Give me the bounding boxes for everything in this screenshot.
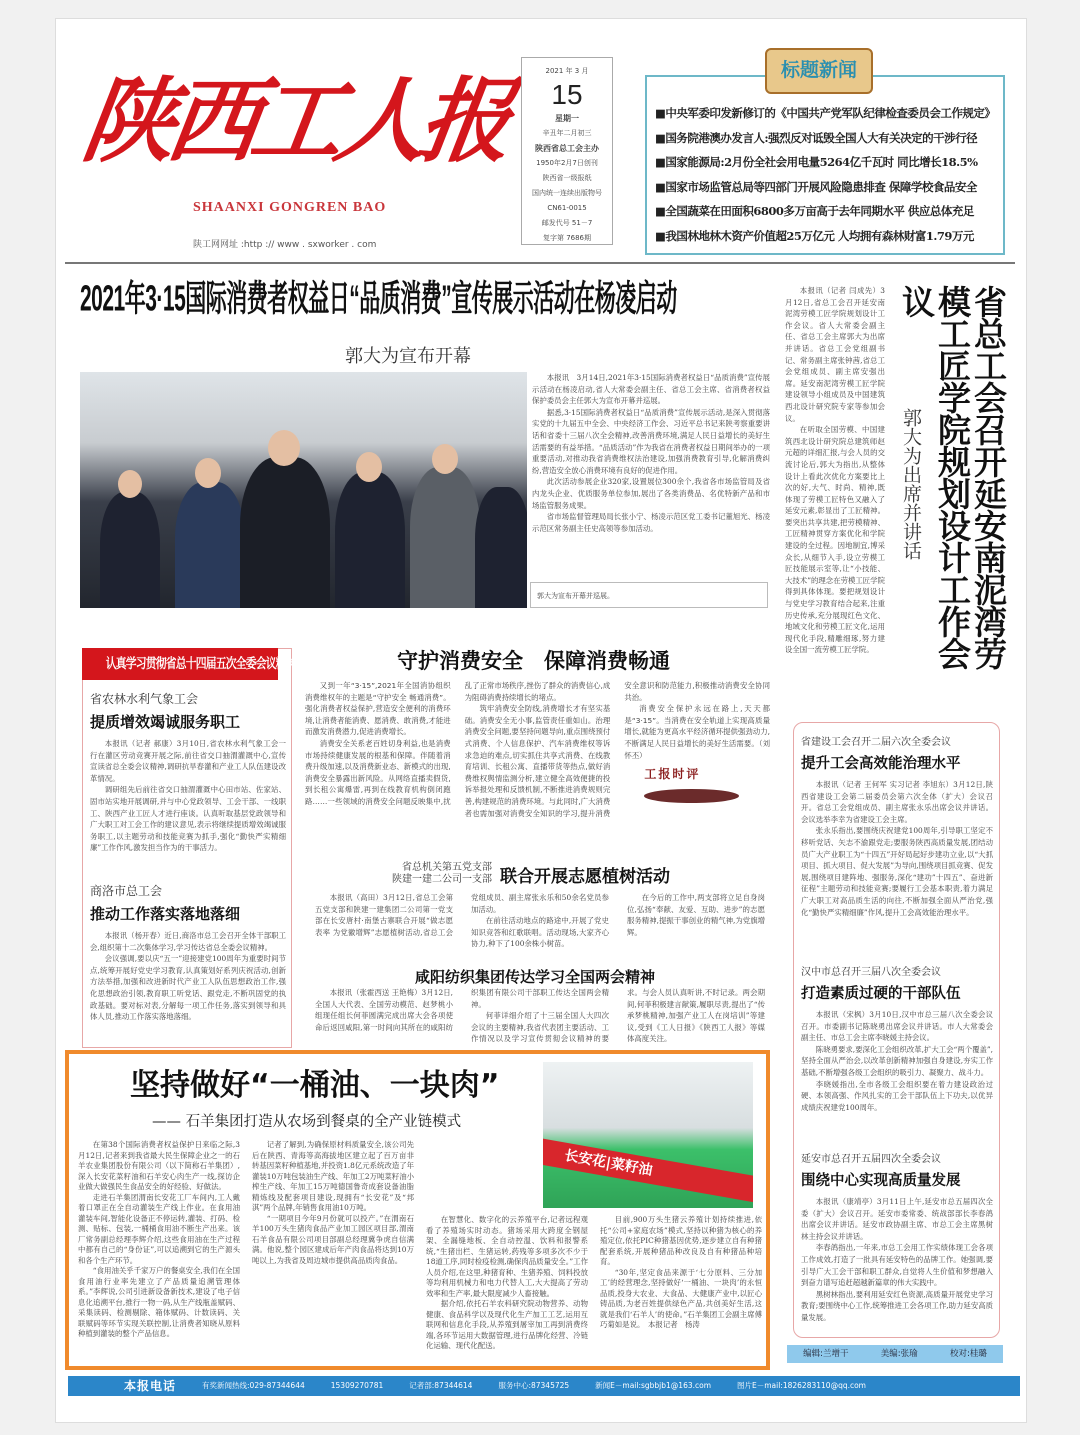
paragraph: 走进石羊集团渭南长安花工厂车间内,工人戴着口罩正在全自动灌装生产线上作业。在食用油灌装车间,智能化设备正不停运转,灌装、打码、检测、贴标、包装,一桶桶食用油不断生产出来。该厂常务副总经理李辉介绍,这些食用油在生产过程中都有自己的“身份证”,可以追溯到它的生产源头和各个生产环节。 [78,1192,240,1265]
masthead-logo: 陕西工人报 [76,67,512,175]
lead-photo [80,372,527,608]
paragraph: 本报讯（记者 闫成先）3月12日,省总工会召开延安南泥湾劳模工匠学院规划设计工作会议。省人大常委会副主任、省总工会主席郭大为出席并讲话。省总工会党组副书记、常务副主席张钟茜,省总工会党组成员、副主席安强出席。延安南泥湾劳模工匠学院建设领导小组成员及中国建筑西北设计研究院专家等参加会议。 [785,286,885,423]
xianyang-body [315,987,765,1045]
paragraph: 李春鸽指出,一年来,市总工会用工作实绩体现工会各项工作成效,打造了一批具有延安特色的品牌工作。她强调,要引导广大工会干部和职工群众,自觉将人生价值和梦想融入到奋力谱写追赶超越新篇章的伟大实践中。 [801,1243,993,1288]
phone: 15309270781 [330,1381,384,1390]
postal-code: 邮发代号 51－7 [541,219,593,227]
paragraph: 黑树林指出,要利用延安红色资源,高质量开展党史学习教育;要围绕中心工作,统筹推进工会各项工作,助力延安高质量发展。 [801,1289,993,1322]
headline-news-item[interactable]: ■中央军委印发新修订的《中国共产党军队纪律检查委员会工作规定》 [655,106,996,120]
headline-news-scroll-label: 标题新闻 [765,48,873,94]
paragraph: “食用油关乎千家万户的餐桌安全,我们在全国食用油行业率先建立了产品质量追溯管理体系。”李辉说,公司引进新设备新技术,建设了电子信息化追溯平台,推行一物一码,从生产线瓶盖赋码、采集读码、检测剔除、箱体赋码、计数读码、关联赋码等环节实现关联控制,让消费者知晓从原料种植到灌装的整个产品信息。 [78,1266,240,1338]
paragraph: 据介绍,依托石羊农科研究院动物营养、动物健康、食品科学以及现代化生产加工工艺,运用互联网和信息化手段,从养殖到屠宰加工再到消费终端,各环节运用大数据管理,进行品牌化经营、冷链化运输、现代化配送。 [426,1299,588,1350]
feature-column-4 [600,1215,762,1331]
paragraph: 张永乐指出,要围绕庆祝建党100周年,引导职工坚定不移听党话、矢志不渝跟党走;要服务陕西高质量发展,团结动员广大产业职工为“十四五”开好局起好步建功立业,以“大抓项目、抓大项目、促大发展”为导向,围绕项目抓竞赛、促发展,围绕项目建阵地、强服务,深化“建功”十四五”、奋进新征程”主题劳动和技能竞赛;要履行工会基本职责,着力满足广大职工对高品质生活的向往,不断加强全面从严治党,强化“勤快严实精细廉”作风,提升工会高效能治理水平。 [801,826,993,917]
commentary-logo [624,767,770,809]
paragraph: 本报讯（张霍西送 王艳梅）3月12日,全国人大代表、全国劳动模范、赵梦桃小组现任组长何菲圆满完成出席大会各项使命后返回咸阳,第一时间向其所在的咸阳纺织集团有限公司干部职工传达全国两会精神。 [315,988,609,1032]
paragraph: 在今后的工作中,两支部将立足自身岗位,弘扬“奉献、友爱、互助、进步”的志愿服务精神,提振干事创业的精气神,为党旗增辉。 [627,893,765,937]
service-center-phone: 服务中心:87345725 [498,1381,570,1390]
paragraph: 在智慧化、数字化的云养殖平台,记者远程观看了养殖场实时动态。猪场采用大跨度全钢屋架、全漏缝地板、全自动控温、饮料和报警系统,“生猪出栏、生猪运转,药残等多项多次不少于18道工序,同时检疫检测,确保肉品质量安全。”工作人员介绍,在这里,种猪育种、生猪养殖、饲料投放等均利用机械力和电力代替人工,大大提高了劳动效率和生产率,最大限度减少人畜接触。 [426,1215,588,1298]
feature-subtitle: —— 石羊集团打造从农场到餐桌的全产业链模式 [152,1114,462,1130]
story-headline[interactable]: 提质增效竭诚服务职工 [90,713,241,731]
tree-kicker-line: 省总机关第五党支部 [402,862,492,873]
paragraph: 据悉,3·15国际消费者权益日“品质消费”宣传展示活动,是深入贯彻落实党的十九届五中全会、中央经济工作会、习近平总书记来陕考察重要讲话和省委十三届八次全会精神,改善消费环境,满足人民日益增长的美好生活需要的有益举措。“品质活动”作为我省在消费者权益日期间举办的一项重要活动,对推动我省消费维权法治建设,加强消费教育引导,化解消费纠纷,营造安全放心消费环境有良好的促进作用。 [532,407,770,475]
headline-news-box [645,75,1005,255]
paragraph: 本报讯（记者 王何军 实习记者 李旭东）3月12日,陕西省建设工会第二届委员会第六次全体（扩大）会议召开。省总工会党组成员、副主席张永乐出席会议并讲话。会议选举李幸为省建设工会主席。 [801,780,993,824]
editor-credit: 编辑:兰增干 [803,1349,849,1359]
tree-kicker [392,862,492,886]
paragraph: 在听取全国劳模、中国建筑西北设计研究院总建筑师赵元超的详细汇报,与会人员的交流讨论后,郭大为指出,从整体设计上看此次优化方案要比上次的好,大气、时尚、精神,既体现了劳模工匠特色又融入了延安元素,彰显出了工匠精神。要突出共享共建,把劳模精神、工匠精神贯穿方案优化和学院建设的全过程。因地制宜,博采众长,从细节入手,设立劳模工匠技能展示室等,让“小技能、大技术”的理念在劳模工匠学院得到具体体现。要把规划设计与党史学习教育结合起来,注重历史传承,充分展现红色文化、地域文化和劳模工匠文化,运用现代化手段,精雕细琢,努力建设全国一流劳模工匠学院。 [785,425,885,655]
month: 2021 年 3 月 [545,67,589,75]
banner-text: 认真学习贯彻省总十四届五次全委会议精神 [105,656,296,672]
story-headline[interactable]: 提升工会高效能治理水平 [801,756,961,772]
paragraph: 本报讯 3月14日,2021年3·15国际消费者权益日“品质消费”宣传展示活动在杨凌启动,省人大常委会副主任、省总工会主席、省消费者权益保护委员会主任郭大为宣布开幕并巡展。 [532,373,770,406]
tree-headline[interactable]: 联合开展志愿植树活动 [500,867,670,887]
right-story-1 [801,733,993,918]
headline-news-item[interactable]: ■国家市场监管总局等四部门开展风险隐患排查 保障学校食品安全 [655,179,977,194]
story-headline[interactable]: 围绕中心实现高质量发展 [801,1173,961,1189]
cn-label: 国内统一连续出版物号 [532,189,602,197]
right-story-3 [801,1150,993,1324]
paragraph: 目前,900万头生猪云养殖计划持续推进,依托“公司+家庭农场”模式,坚持以种猪为核心的养殖定位,依托PIC种猪基因优势,逐步建立自有种猪配套系统,开展种猪品种改良及自有种猪品种培育。 [600,1215,762,1266]
paragraph: 又到一年“3·15”,2021年全国消协组织消费维权年的主题是“守护安全 畅通消费”。强化消费者权益保护,营造安全便利的消费环境,让消费者能消费、愿消费、敢消费,才能进而激发消费潜力,促进消费增长。 [305,681,451,737]
left-column-banner [82,648,296,680]
feature-photo [543,1062,753,1208]
day: 15 [551,79,583,110]
feature-headline[interactable]: 坚持做好“一桶油、一块肉” [130,1068,500,1103]
headline-news-item[interactable]: ■国务院港澳办发言人:强烈反对诋毁全国人大有关决定的干涉行径 [655,130,978,145]
story-kicker: 汉中市总召开三届八次全委会议 [801,967,941,978]
feature-column-1 [78,1140,240,1340]
paragraph: 李晓媛指出,全市各级工会组织要在着力建设政治过硬、本领高强、作风扎实的工会干部队伍上下功夫,以优异成绩庆祝建党100周年。 [801,1079,993,1112]
reporter-dept-phone: 记者部:87344614 [409,1381,473,1390]
story-kicker: 省农林水利气象工会 [90,692,199,706]
contact-footer [68,1376,1020,1396]
xianyang-headline[interactable]: 咸阳纺织集团传达学习全国两会精神 [415,968,656,986]
story-kicker: 商洛市总工会 [90,884,163,898]
paragraph: 消费安全保护永远在路上,天天都是“3·15”。当消费在安全轨道上实现高质量增长,就能为更高水平经济循环提供强劲动力,不断满足人民日益增长的美好生活需要。（刘怀丕） [624,704,770,760]
right-story-headline[interactable]: 省总工会召开延安南泥湾劳模工匠学院规划设计工作会议 [898,285,1007,669]
paragraph: 省市场监督管理局局长张小宁、杨凌示范区党工委书记董旭光、杨凌示范区常务副主任史高领等参加活动。 [532,512,770,533]
founded: 1950年2月7日创刊 [536,159,598,167]
paragraph: 本报讯（宋枫）3月10日,汉中市总三届八次全委会议召开。市委副书记陈晓勇出席会议并讲话。市人大常委会副主任、市总工会主席李晓媛主持会议。 [801,1010,993,1043]
feature-column-2 [252,1140,414,1266]
photo-caption: 郭大为宣布开幕并巡展。 [530,582,768,608]
headline-news-item[interactable]: ■国家能源局:2月份全社会用电量5264亿千瓦时 同比增长18.5% [655,155,978,169]
product-banner: 长安花|菜籽油 [543,1138,753,1208]
photo-email[interactable]: 图片E－mail:1826283110@qq.com [737,1381,866,1390]
paragraph: 调研组先后前往省交口抽渭灌溉中心田市站、佐家站、固市站实地开展调研,并与中心党政领导、工会干部、一线职工、陕西产业工匠人才进行座谈。认真听取基层党政领导和广大职工对工会工作的建议意见,表示将继续提质增效竭诚服务职工,以主题劳动和技能竞赛为抓手,强化“勤快严实精细廉”工作作风,激发担当作为的干事活力。 [90,785,286,853]
level: 陕西省一级报纸 [542,174,592,182]
cn-number: CN61-0015 [547,204,587,212]
hotline: 有奖新闻热线:029-87344644 [202,1381,305,1390]
paragraph: 记者了解到,为确保原材料质量安全,该公司先后在陕西、青海等高海拔地区建立起了百万亩非转基因菜籽种植基地,并投资1.8亿元系统改造了年灌装10万吨包装油生产线、年加工2万吨菜籽油小榨生产线、年加工15万吨德国鲁奇成套设备油脂精炼线及配套项目建设,现拥有“长安花”及“邦淇”两个品牌,年销售食用油10万吨。 [252,1140,414,1212]
footer-label: 本报电话 [124,1379,177,1393]
paragraph: 筑牢消费安全防线,消费增长才有坚实基础。消费安全无小事,监管责任重如山。治理消费安全问题,要坚持问题导向,重点围绕预付式消费、个人信息保护、汽车消费维权等诉求急迫的难点,切实抓住共享式消费、在线教育培训、长租公寓、直播带货等热点,做好消费维权舆情监测分析,建立健全高效便捷的投诉举报处理和反馈机制,不断推进消费规则完善,构建规范的消费环境。与此同时,广大消费者也需加强对消费安全知识的学习,提升消费安全意识和防范能力,积极推动消费安全协同共治。 [464,681,770,818]
story-kicker: 延安市总召开五届四次全委会议 [801,1154,941,1165]
commentary-logo-text: 工报时评 [644,767,701,782]
commentary-body [305,680,770,819]
paragraph: 消费安全关系老百姓切身利益,也是消费市场持续健康发展的根基和保障。伴随着消费升级加速,以及消费新业态、新模式的出现,消费安全暴露出新风险。从网络直播卖假货,到长租公寓爆雷,再到在线教育机构倒闭跑路……一些领域的消费安全问题反映集中,扰乱了正常市场秩序,挫伤了群众的消费信心,成为阻碍消费持续增长的堵点。 [305,681,611,806]
issue-number: 复字第 7686期 [542,234,592,242]
paragraph: “一期项目今年9月份就可以投产。”在渭南石羊100万头生猪肉食品产业加工园区项目部,渭南石羊食品有限公司项目部副总经理冀争虎自信满满。他说,整个园区建成后年产肉食品将达到10万吨以上,为我省及周边城市提供高品质肉食品。 [252,1213,414,1265]
headline-news-item[interactable]: ■全国蔬菜在田面积6800多万亩高于去年同期水平 供应总体充足 [655,204,974,218]
lead-subtitle: 郭大为宣布开幕 [345,346,471,367]
paragraph: 此次活动参展企业320家,设置展位300余个,我省各市场监管局及省内龙头企业、优质服务单位参加,展出了各类消费品、名优特新产品和市场监管服务成果。 [532,477,770,510]
story-headline[interactable]: 打造素质过硬的干部队伍 [801,986,961,1002]
tree-kicker-line: 陕建一建二公司一支部 [392,874,492,885]
website-url[interactable]: 陕工网网址 :http :// www . sxworker . com [193,240,377,250]
story-headline[interactable]: 推动工作落实落地落细 [90,905,241,923]
masthead-divider [65,262,1015,264]
paragraph: 本报讯（高田）3月12日,省总工会第五党支部和陕建一建集团二公司第一党支部在长安唐村·南堡古寨联合开展“做志愿表率 为党徽增辉”志愿植树活动,省总工会党组成员、副主席张永乐和50余名党员参加活动。 [315,893,609,937]
right-story-2 [801,963,993,1113]
inkstone-icon [644,789,739,803]
feature-column-3 [426,1215,588,1352]
news-email[interactable]: 新闻E－mail:sgbbjb1@163.com [595,1381,712,1390]
story-kicker: 省建设工会召开二届六次全委会议 [801,737,951,748]
tree-body [315,892,765,950]
paragraph: 陈晓勇要求,要深化工会组织改革,扩大工会“两个覆盖”,坚持全面从严治会,以改革创新精神加强自身建设,夯实工作基础,不断增强各级工会组织的吸引力、凝聚力、战斗力。 [801,1044,993,1077]
masthead-pinyin: SHAANXI GONGREN BAO [193,200,387,215]
paragraph: 本报讯（记者 郝康）3月10日,省农林水利气象工会一行在灌区劳动竞赛开展之际,前往省交口抽渭灌溉中心,宣传宣读省总全委会议精神,调研抗旱春灌和产业工人队伍建设改革情况。 [90,739,286,783]
paragraph: “30年,坚定食品来源于‘七分原料、三分加工’的经营理念,坚持做好‘一桶油、一块肉’的永恒品质,投身大农业、大食品、大健康产业中,以匠心铸品质,为老百姓提供绿色产品,共创美好生活,这就是我们‘石羊人’的使命。”石羊集团工会副主席傅巧菊如是说。 本报记者 杨涛 [600,1267,762,1329]
date-box [521,57,613,245]
lead-body [532,372,770,534]
paragraph: 何菲详细介绍了十三届全国人大四次会议的主要精神,我省代表团主要活动、工作情况以及学习宣传贯彻会议精神的要求。与会人员认真听讲,不时记录。两会期间,何菲积极建言献策,履职尽责,提出了“传承梦桃精神,加强产业工人在岗培训”等建议,受到《工人日报》《陕西工人报》等媒体高度关注。 [471,988,765,1044]
proofreader-credit: 校对:桂璐 [949,1349,987,1359]
right-story-body [785,285,885,656]
lunar-date: 辛丑年二月初三 [542,129,592,137]
credits-bar [787,1345,1003,1363]
paragraph: 在第38个国际消费者权益保护日来临之际,3月12日,记者来到我省最大民生保障企业之一的石羊农业集团股份有限公司（以下简称石羊集团）,深入长安花菜籽油和石羊安心肉生产一线,探访企业做大做强民生食品安全的好经验、好做法。 [78,1140,240,1191]
paragraph: 本报讯（杨开春）近日,商洛市总工会召开全体干部职工会,组织第十二次集体学习,学习传达省总全委会议精神。 [90,931,286,952]
lead-headline[interactable]: 2021年3·15国际消费者权益日“品质消费”宣传展示活动在杨凌启动 [80,280,677,320]
sponsor: 陕西省总工会主办 [535,144,599,153]
commentary-headline[interactable]: 守护消费安全 保障消费畅通 [397,648,670,673]
left-story-1 [90,690,286,854]
headline-news-item[interactable]: ■我国林地林木资产价值超25万亿元 人均拥有森林财富1.79万元 [655,228,974,243]
weekday: 星期一 [555,114,579,123]
right-story-subtitle: 郭大为出席并讲话 [900,408,921,560]
art-editor-credit: 美编:张瑜 [880,1349,918,1359]
paragraph: 会议强调,要以庆“五一”迎接建党100周年为重要时间节点,统筹开展好党史学习教育,认真策划好系列庆祝活动,创新方法举措,加强和改进新时代产业工人队伍思想政治工作,强化思想政治引领,教育职工听党话、跟党走,不断巩固党的执政基础。要对标对表,分解每一项工作任务,落实到领导和具体人员,推动工作落实落地落细。 [90,954,286,1022]
left-story-2 [90,882,286,1023]
paragraph: 在前往活动地点的路途中,开展了党史知识竞答和红歌联唱。活动现场,大家齐心协力,种下了100余株小树苗。 [471,916,609,949]
paragraph: 本报讯（康靖亭）3月11日上午,延安市总五届四次全委（扩大）会议召开。延安市委常委、统战部部长李春鸽出席会议并讲话。延安市政协副主席、市总工会主席黑树林主持会议并讲话。 [801,1197,993,1241]
